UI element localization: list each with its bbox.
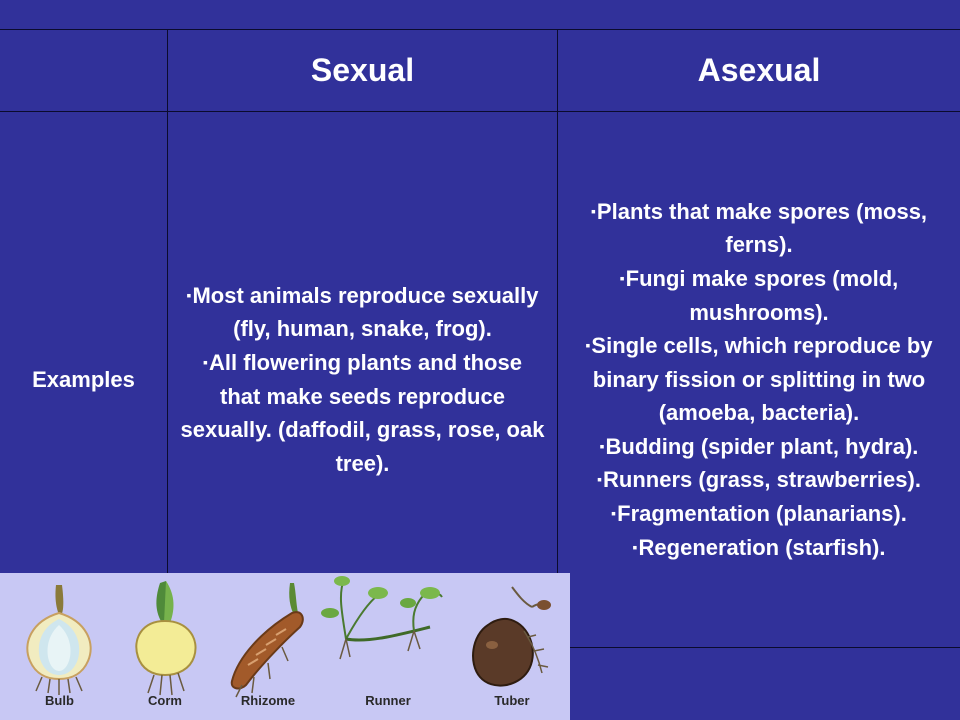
plant-label-rhizome: Rhizome	[240, 693, 296, 708]
asexual-bullet-text: Budding (spider plant, hydra).	[605, 433, 919, 459]
asexual-bullet-item	[564, 430, 954, 464]
sexual-bullet-item	[180, 346, 545, 480]
row-label-examples: Examples	[32, 366, 135, 392]
sexual-bullet-text: Most animals reproduce sexually (fly, human, snake, frog).	[192, 282, 539, 342]
plant-label-runner: Runner	[365, 693, 411, 708]
bullet-icon: ▪	[619, 269, 625, 286]
asexual-bullet-text: Runners (grass, strawberries).	[603, 467, 921, 493]
tuber-illustration	[462, 573, 562, 720]
asexual-bullet-item	[564, 329, 954, 430]
bullet-icon: ▪	[597, 471, 603, 488]
bullet-icon: ▪	[590, 202, 596, 219]
sexual-bullet-text: All flowering plants and those that make seeds reproduce sexually. (daffodil, grass, rose, oak tree).	[180, 349, 545, 476]
asexual-bullet-item	[564, 497, 954, 531]
bullet-icon: ▪	[585, 337, 591, 354]
plant-propagation-image	[0, 573, 570, 720]
bullet-icon: ▪	[611, 505, 617, 522]
bullet-icon: ▪	[186, 286, 192, 303]
asexual-bullet-text: Fragmentation (planarians).	[617, 501, 907, 527]
asexual-bullet-text: Single cells, which reproduce by binary fission or splitting in two (amoeba, bacteria).	[591, 333, 933, 426]
asexual-bullet-text: Regeneration (starfish).	[638, 534, 886, 560]
bullet-icon: ▪	[599, 437, 605, 454]
rhizome-illustration	[218, 573, 318, 720]
header-sexual: Sexual	[310, 51, 415, 88]
asexual-examples-cell	[558, 112, 960, 647]
asexual-bullet-text: Plants that make spores (moss, ferns).	[596, 198, 928, 258]
plant-label-tuber: Tuber	[494, 693, 530, 708]
plant-label-bulb: Bulb	[45, 693, 74, 708]
bullet-icon: ▪	[632, 538, 638, 555]
bulb-illustration	[12, 573, 107, 720]
plant-label-corm: Corm	[148, 693, 182, 708]
corm-illustration	[120, 573, 210, 720]
asexual-bullet-item	[564, 531, 954, 565]
asexual-bullet-text: Fungi make spores (mold, mushrooms).	[625, 265, 899, 325]
bullet-icon: ▪	[203, 353, 209, 370]
asexual-bullet-item	[564, 195, 954, 262]
asexual-bullet-item	[564, 463, 954, 497]
sexual-bullet-item	[180, 279, 545, 346]
header-empty-cell	[0, 29, 167, 111]
runner-illustration	[318, 573, 458, 720]
sexual-examples-cell	[168, 112, 557, 647]
header-asexual: Asexual	[697, 51, 821, 88]
asexual-bullet-item	[564, 262, 954, 329]
